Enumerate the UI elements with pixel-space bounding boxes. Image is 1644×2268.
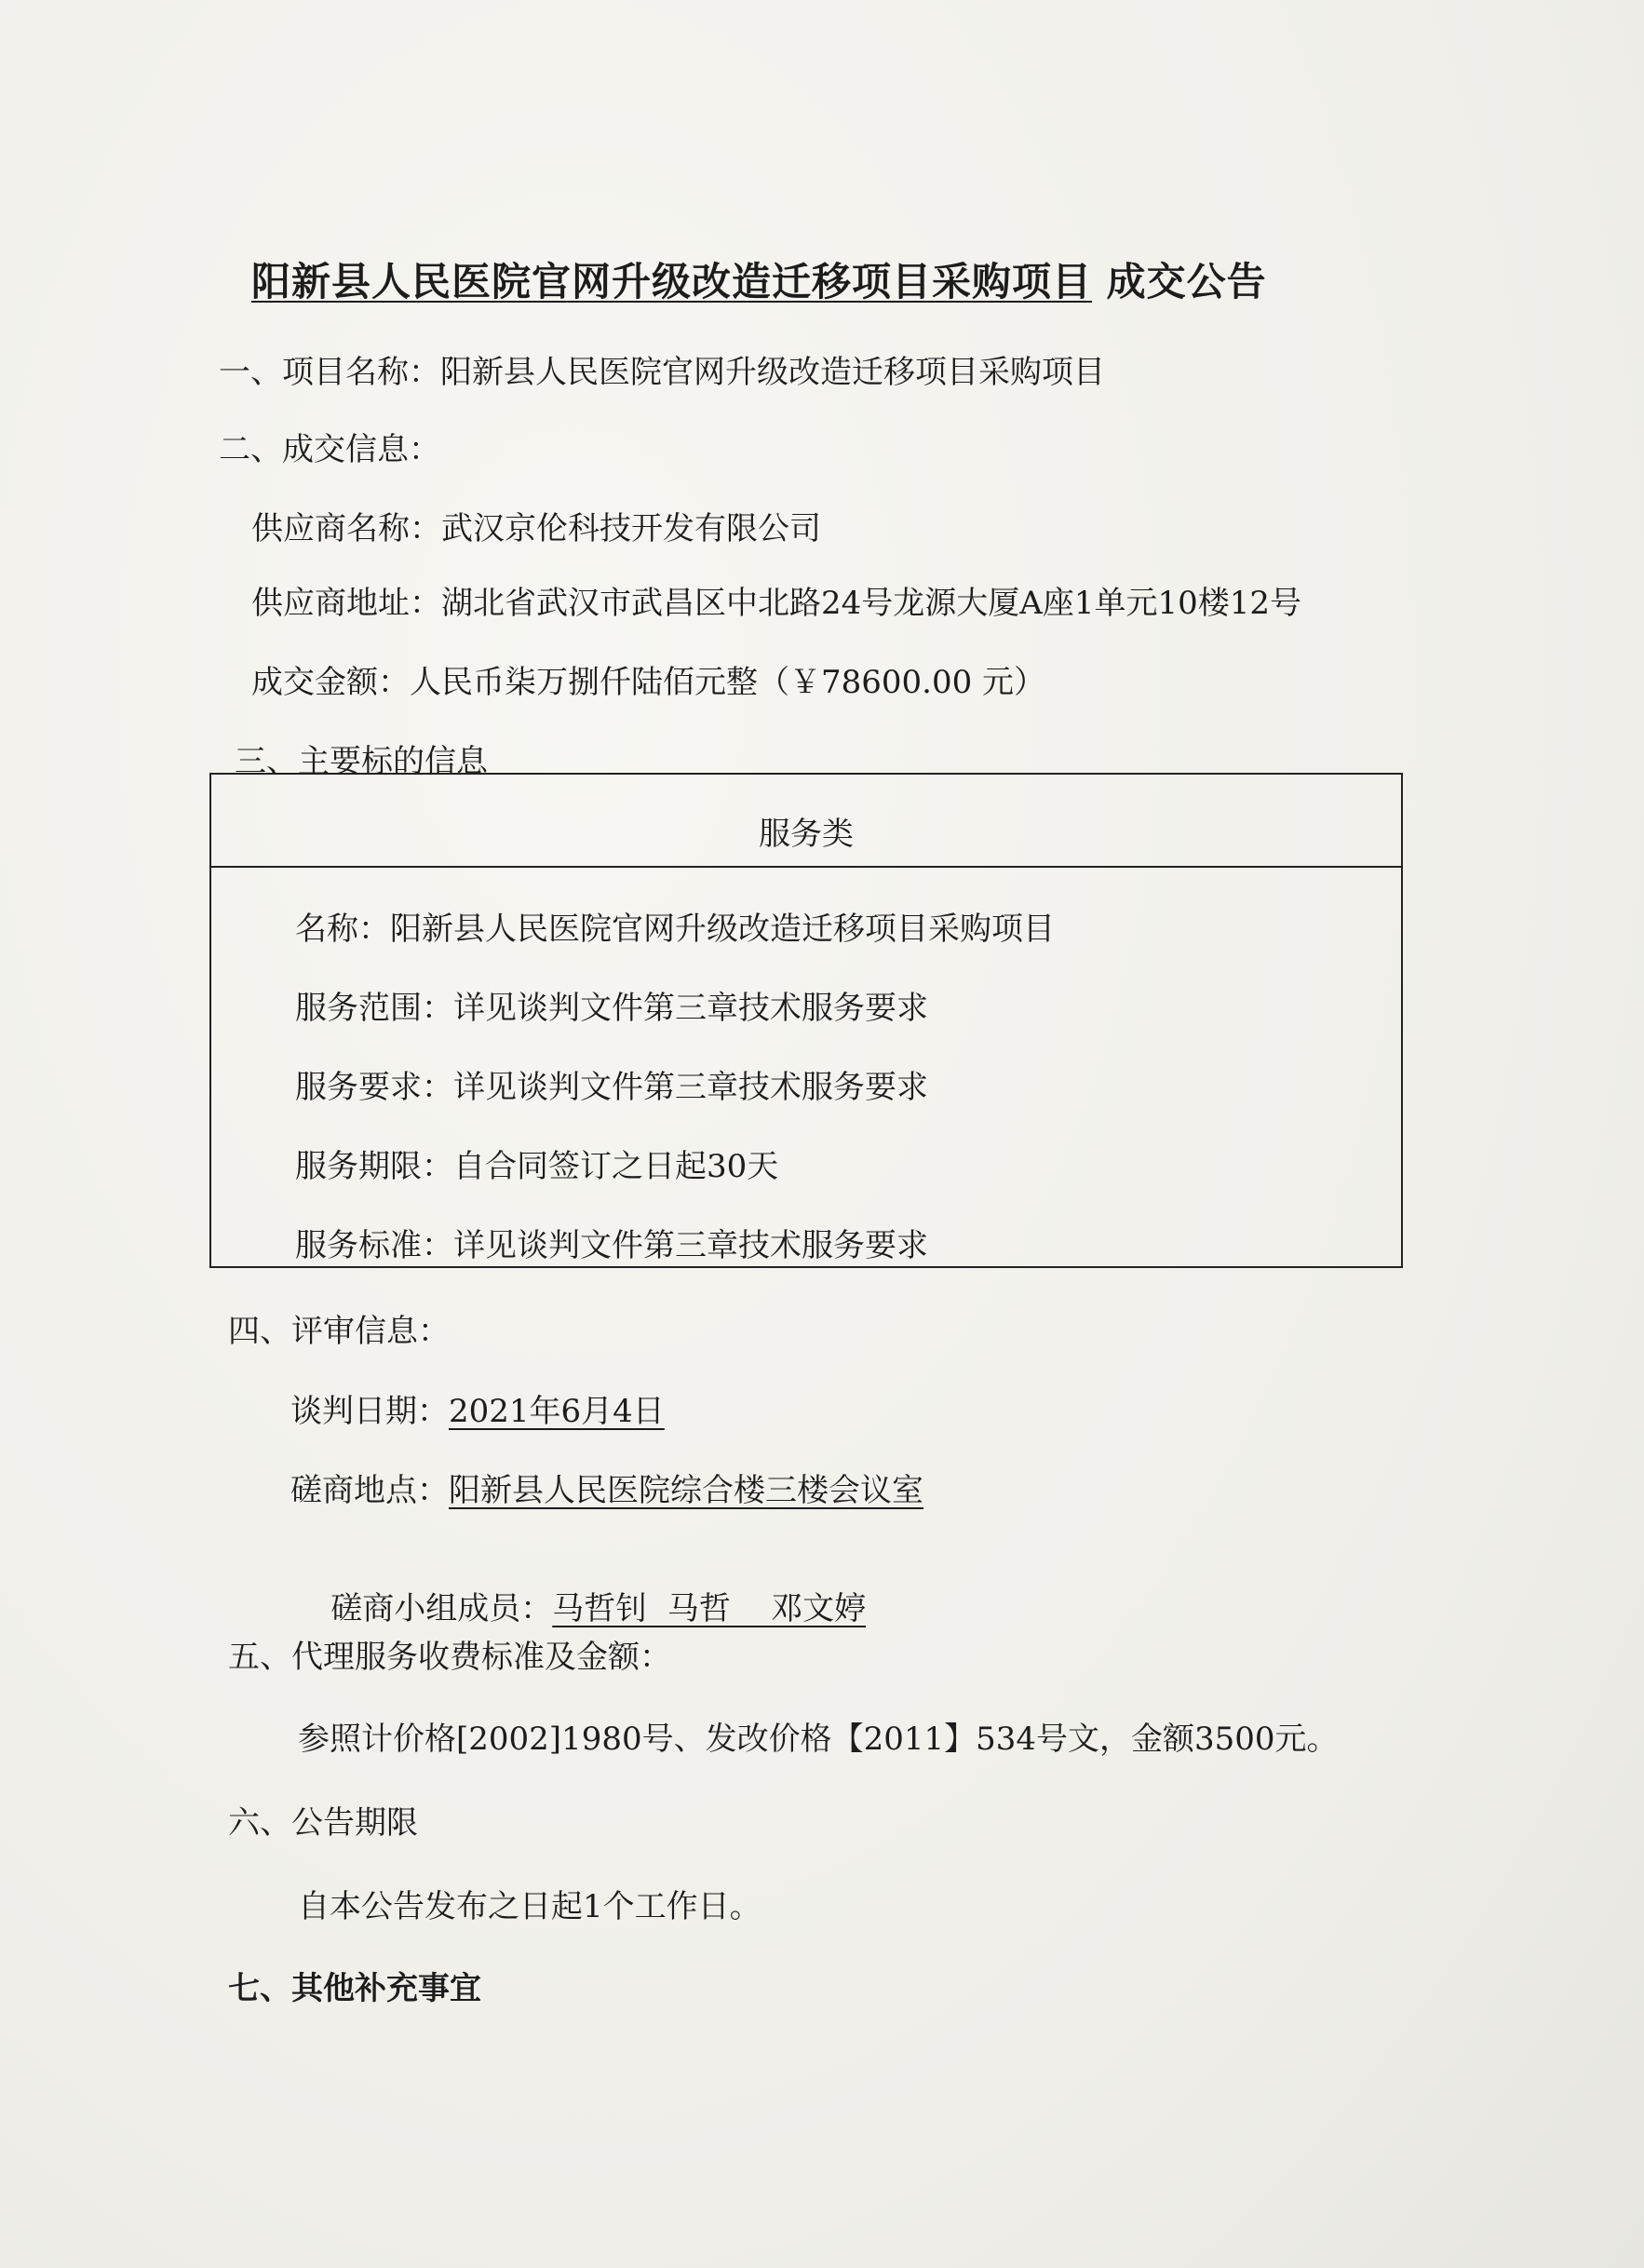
table-header (211, 775, 1401, 868)
consultation-place-value: 阳新县人民医院综合楼三楼会议室 (449, 1472, 923, 1509)
table-row-requirement: 服务要求：详见谈判文件第三章技术服务要求 (295, 1069, 928, 1106)
consultation-place (290, 1465, 923, 1510)
table-row-period: 服务期限：自合同签订之日起30天 (295, 1148, 779, 1185)
deal-amount: 成交金额：人民币柒万捌仟陆佰元整（￥78600.00 元） (251, 664, 1046, 701)
section-project-name: 一、项目名称：阳新县人民医院官网升级改造迁移项目采购项目 (219, 354, 1105, 391)
title-suffix: 成交公告 (1106, 259, 1267, 304)
negotiation-date-label: 谈判日期： (290, 1393, 449, 1430)
page-title (251, 251, 1267, 307)
consultation-place-label: 磋商地点： (290, 1472, 449, 1509)
notice-period-detail: 自本公告发布之日起1个工作日。 (298, 1888, 761, 1925)
section-other-matters: 七、其他补充事宜 (228, 1970, 481, 2007)
supplier-name: 供应商名称：武汉京伦科技开发有限公司 (251, 510, 821, 547)
section-deal-info: 二、成交信息： (219, 431, 440, 468)
panel-members-label: 磋商小组成员： (330, 1590, 553, 1627)
agency-fee-detail: 参照计价格[2002]1980号、发改价格【2011】534号文，金额3500元。 (298, 1721, 1339, 1758)
negotiation-date-value: 2021年6月4日 (449, 1393, 665, 1430)
table-row-name: 名称：阳新县人民医院官网升级改造迁移项目采购项目 (295, 911, 1055, 948)
table-row-standard: 服务标准：详见谈判文件第三章技术服务要求 (295, 1227, 928, 1264)
table-header-label: 服务类 (759, 816, 854, 853)
subject-table (209, 773, 1403, 1268)
section-notice-period: 六、公告期限 (228, 1804, 418, 1842)
panel-members-value: 马哲钊 马哲 邓文婷 (552, 1590, 867, 1627)
section-review-info: 四、评审信息： (228, 1313, 450, 1350)
negotiation-date (290, 1385, 665, 1431)
section-agency-fee: 五、代理服务收费标准及金额： (228, 1639, 671, 1676)
table-row-scope: 服务范围：详见谈判文件第三章技术服务要求 (295, 990, 928, 1027)
supplier-address: 供应商地址：湖北省武汉市武昌区中北路24号龙源大厦A座1单元10楼12号 (251, 585, 1301, 622)
section-main-subject: 三、主要标的信息 (235, 743, 488, 780)
title-main: 阳新县人民医院官网升级改造迁移项目采购项目 (251, 259, 1093, 304)
